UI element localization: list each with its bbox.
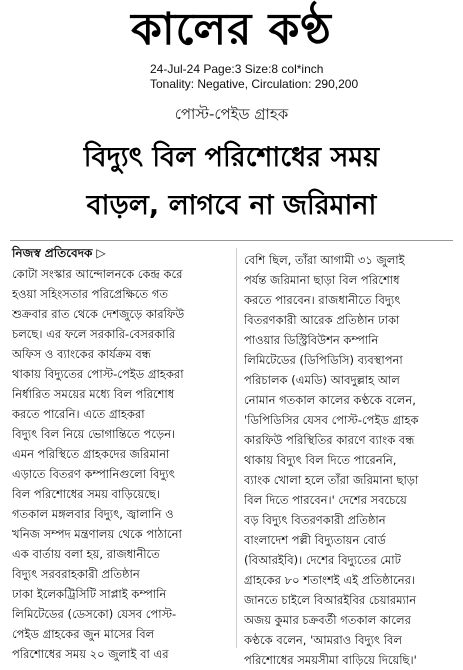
article-line: পাওয়ার ডিস্ট্রিবিউশন কম্পানি: [244, 333, 379, 347]
article-line: ঢাকা ইলেকট্রিসিটি সাপ্লাই কম্পানি: [12, 587, 167, 601]
clipping-date-line: 24-Jul-24 Page:3 Size:8 col*inch: [150, 62, 324, 76]
article-line: কারফিউ পরিস্থিতির কারণে ব্যাংক বন্ধ: [244, 433, 415, 447]
article-line: কণ্ঠকে বলেন, 'আমরাও বিদ্যুৎ বিল: [244, 633, 402, 647]
article-column-1: [12, 264, 230, 664]
byline-text: নিজস্ব প্রতিবেদক: [12, 246, 93, 260]
article-line: খনিজ সম্পদ মন্ত্রণালয় থেকে পাঠানো: [12, 527, 182, 541]
article-line: লিমিটেডের (ডিপিডিসি) ব্যবস্থাপনা: [244, 353, 403, 367]
article-line: বাংলাদেশ পল্লী বিদ্যুতায়ন বোর্ড: [244, 533, 386, 547]
article-line: নির্ধারিত সময়ের মধ্যে বিল পরিশোধ: [12, 387, 175, 401]
article-line: জানতে চাইলে বিআরইবির চেয়ারম্যান: [244, 593, 417, 607]
article-line: থাকায় বিদ্যুতের পোস্ট-পেইড গ্রাহকরা: [12, 367, 184, 381]
article-line: 'ডিপিডিসির যেসব পোস্ট-পেইড গ্রাহক: [244, 413, 419, 427]
article-line: গ্রাহকের ৮০ শতাংশই এই প্রতিষ্ঠানের।: [244, 573, 416, 587]
clipping-tonality-line: Tonality: Negative, Circulation: 290,200: [150, 77, 359, 91]
headline-line-1: বিদ্যুৎ বিল পরিশোধের সময়: [83, 142, 380, 173]
article-column-2: [244, 250, 454, 670]
article-line: লিমিটেডের (ডেসকো) যেসব পোস্ট-: [12, 607, 177, 621]
column-divider: [236, 248, 237, 648]
article-line: এক বার্তায় বলা হয়, রাজধানীতে: [12, 547, 160, 561]
byline-marker-icon: ▷: [96, 246, 106, 260]
clipping-meta: [150, 62, 358, 92]
article-line: চলছে। এর ফলে সরকারি-বেসরকারি: [12, 327, 176, 341]
masthead-logo: কালের কণ্ঠ: [131, 4, 332, 55]
article-line: এমন পরিস্থিতে গ্রাহকদের জরিমানা: [12, 447, 170, 461]
article-line: পরিচালক (এমডি) আবদুল্লাহ আল: [244, 373, 400, 387]
article-kicker: পোস্ট-পেইড গ্রাহক: [174, 105, 289, 123]
article-line: শুক্রবার রাত থেকে দেশজুড়ে কারফিউ: [12, 307, 185, 321]
article-line: (বিআরইবি)। দেশের বিদ্যুতের মোট: [244, 553, 401, 567]
article-line: বিদ্যুৎ সরবরাহকারী প্রতিষ্ঠান: [12, 567, 140, 581]
article-line: বড় বিদ্যুৎ বিতরণকারী প্রতিষ্ঠান: [244, 513, 386, 527]
article-line: অজয় কুমার চক্রবর্তী গতকাল কালের: [244, 613, 411, 627]
article-line: পর্যন্ত জরিমানা ছাড়া বিল পরিশোধ: [244, 273, 400, 287]
article-line: বিল পরিশোধের সময় বাড়িয়েছে।: [12, 487, 160, 501]
article-line: কোটা সংস্কার আন্দোলনকে কেন্দ্র করে: [12, 267, 183, 281]
article-line: নোমান গতকাল কালের কণ্ঠকে বলেন,: [244, 393, 416, 407]
article-line: করতে পারবেন। রাজধানীতে বিদ্যুৎ: [244, 293, 401, 307]
article-line: গতকাল মঙ্গলবার বিদ্যুৎ, জ্বালানি ও: [12, 507, 174, 521]
byline: [12, 244, 106, 262]
article-line: বিতরণকারী আরেক প্রতিষ্ঠান ঢাকা: [244, 313, 400, 327]
headline-divider: [10, 240, 453, 241]
headline-line-2: বাড়ল, লাগবে না জরিমানা: [86, 190, 377, 221]
article-line: থাকায় বিদ্যুৎ বিল দিতে পারেননি,: [244, 453, 397, 467]
article-line: বিল দিতে পারবেন।' দেশের সবচেয়ে: [244, 493, 407, 507]
article-line: এড়াতে বিতরণ কম্পানিগুলো বিদ্যুৎ: [12, 467, 175, 481]
article-headline: [0, 134, 463, 230]
article-line: বিদ্যুৎ বিল নিয়ে ভোগান্তিতে পড়েন।: [12, 427, 176, 441]
article-line: করতে পারেনি। এতে গ্রাহকরা: [12, 407, 145, 421]
article-line: পরিশোধের সময় ২০ জুলাই বা এর: [12, 647, 169, 661]
article-line: পরিশোধের সময়সীমা বাড়িয়ে দিয়েছি।': [244, 653, 417, 667]
article-line: পেইড গ্রাহকের জুন মাসের বিল: [12, 627, 155, 641]
article-line: হওয়া সহিংসতার পরিপ্রেক্ষিতে গত: [12, 287, 168, 301]
article-line: বেশি ছিল, তাঁরা আগামী ৩১ জুলাই: [244, 253, 405, 267]
article-line: ব্যাংক খোলা হলে তাঁরা জরিমানা ছাড়া: [244, 473, 419, 487]
article-line: অফিস ও ব্যাংকের কার্যক্রম বন্ধ: [12, 347, 151, 361]
